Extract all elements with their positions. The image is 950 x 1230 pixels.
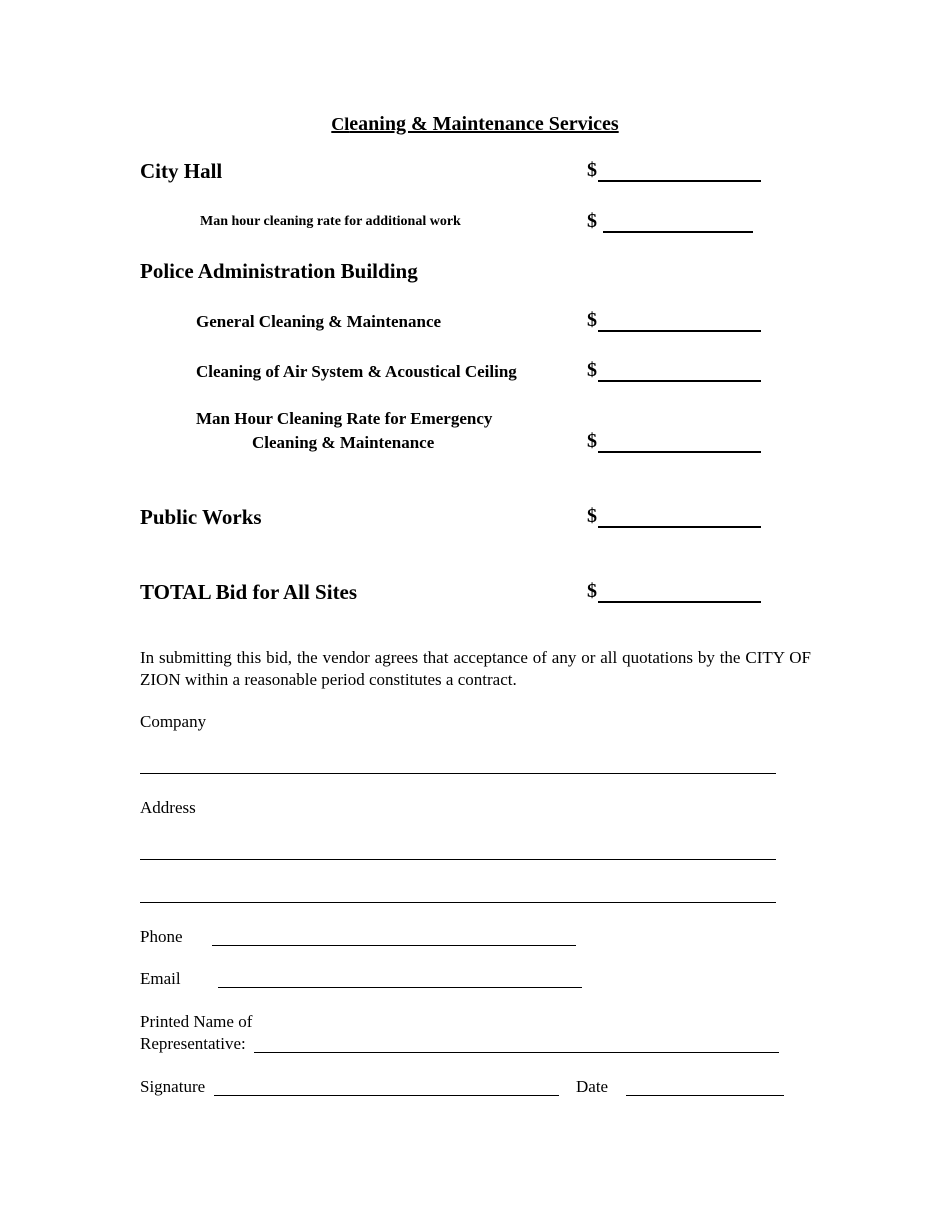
man-hour-additional-label: Man hour cleaning rate for additional work [200,214,461,229]
amount-blank [598,508,761,528]
address-line-2[interactable] [140,902,776,903]
city-hall-heading: City Hall [140,159,223,183]
page-title [0,113,950,136]
phone-line[interactable] [212,945,576,946]
amount-blank [598,583,761,603]
agreement-text: In submitting this bid, the vendor agrees that acceptance of any or all quotations by the CITY OF ZION within a reasonable period constitutes a contract. [140,648,811,689]
public-works-amount-field[interactable] [587,505,761,528]
total-bid-heading: TOTAL Bid for All Sites [140,580,358,604]
dollar-sign: $ [587,159,597,181]
police-building-heading: Police Administration Building [140,259,418,283]
general-cleaning-amount-field[interactable] [587,309,761,332]
title-rest: eaning & Maintenance Services [349,113,619,135]
emergency-rate-label-line1: Man Hour Cleaning Rate for Emergency [196,409,493,428]
printed-name-label-line2: Representative: [140,1034,246,1053]
dollar-sign: $ [587,430,597,452]
email-line[interactable] [218,987,582,988]
company-line[interactable] [140,773,776,774]
signature-line[interactable] [214,1095,559,1096]
date-label: Date [576,1077,609,1096]
dollar-sign: $ [587,505,597,527]
air-system-amount-field[interactable] [587,359,761,382]
printed-name-label-line1: Printed Name of [140,1012,253,1031]
amount-blank [598,162,761,182]
public-works-heading: Public Works [140,505,262,529]
general-cleaning-label: General Cleaning & Maintenance [196,312,442,331]
dollar-sign: $ [587,210,597,232]
address-line-1[interactable] [140,859,776,860]
total-bid-amount-field[interactable] [587,580,761,603]
address-label: Address [140,798,196,817]
air-system-label: Cleaning of Air System & Acoustical Ceiling [196,362,517,381]
phone-label: Phone [140,927,183,946]
email-label: Email [140,969,181,988]
dollar-sign: $ [587,580,597,602]
amount-blank [598,362,761,382]
amount-blank [603,213,753,233]
title-initial: Cl [331,114,350,134]
amount-blank [598,433,761,453]
date-line[interactable] [626,1095,784,1096]
amount-blank [598,312,761,332]
emergency-rate-amount-field[interactable] [587,430,761,453]
man-hour-additional-amount-field[interactable] [587,210,753,233]
printed-name-line[interactable] [254,1052,779,1053]
dollar-sign: $ [587,309,597,331]
company-label: Company [140,712,207,731]
signature-label: Signature [140,1077,206,1096]
emergency-rate-label-line2: Cleaning & Maintenance [252,433,435,452]
city-hall-amount-field[interactable] [587,159,761,182]
dollar-sign: $ [587,359,597,381]
